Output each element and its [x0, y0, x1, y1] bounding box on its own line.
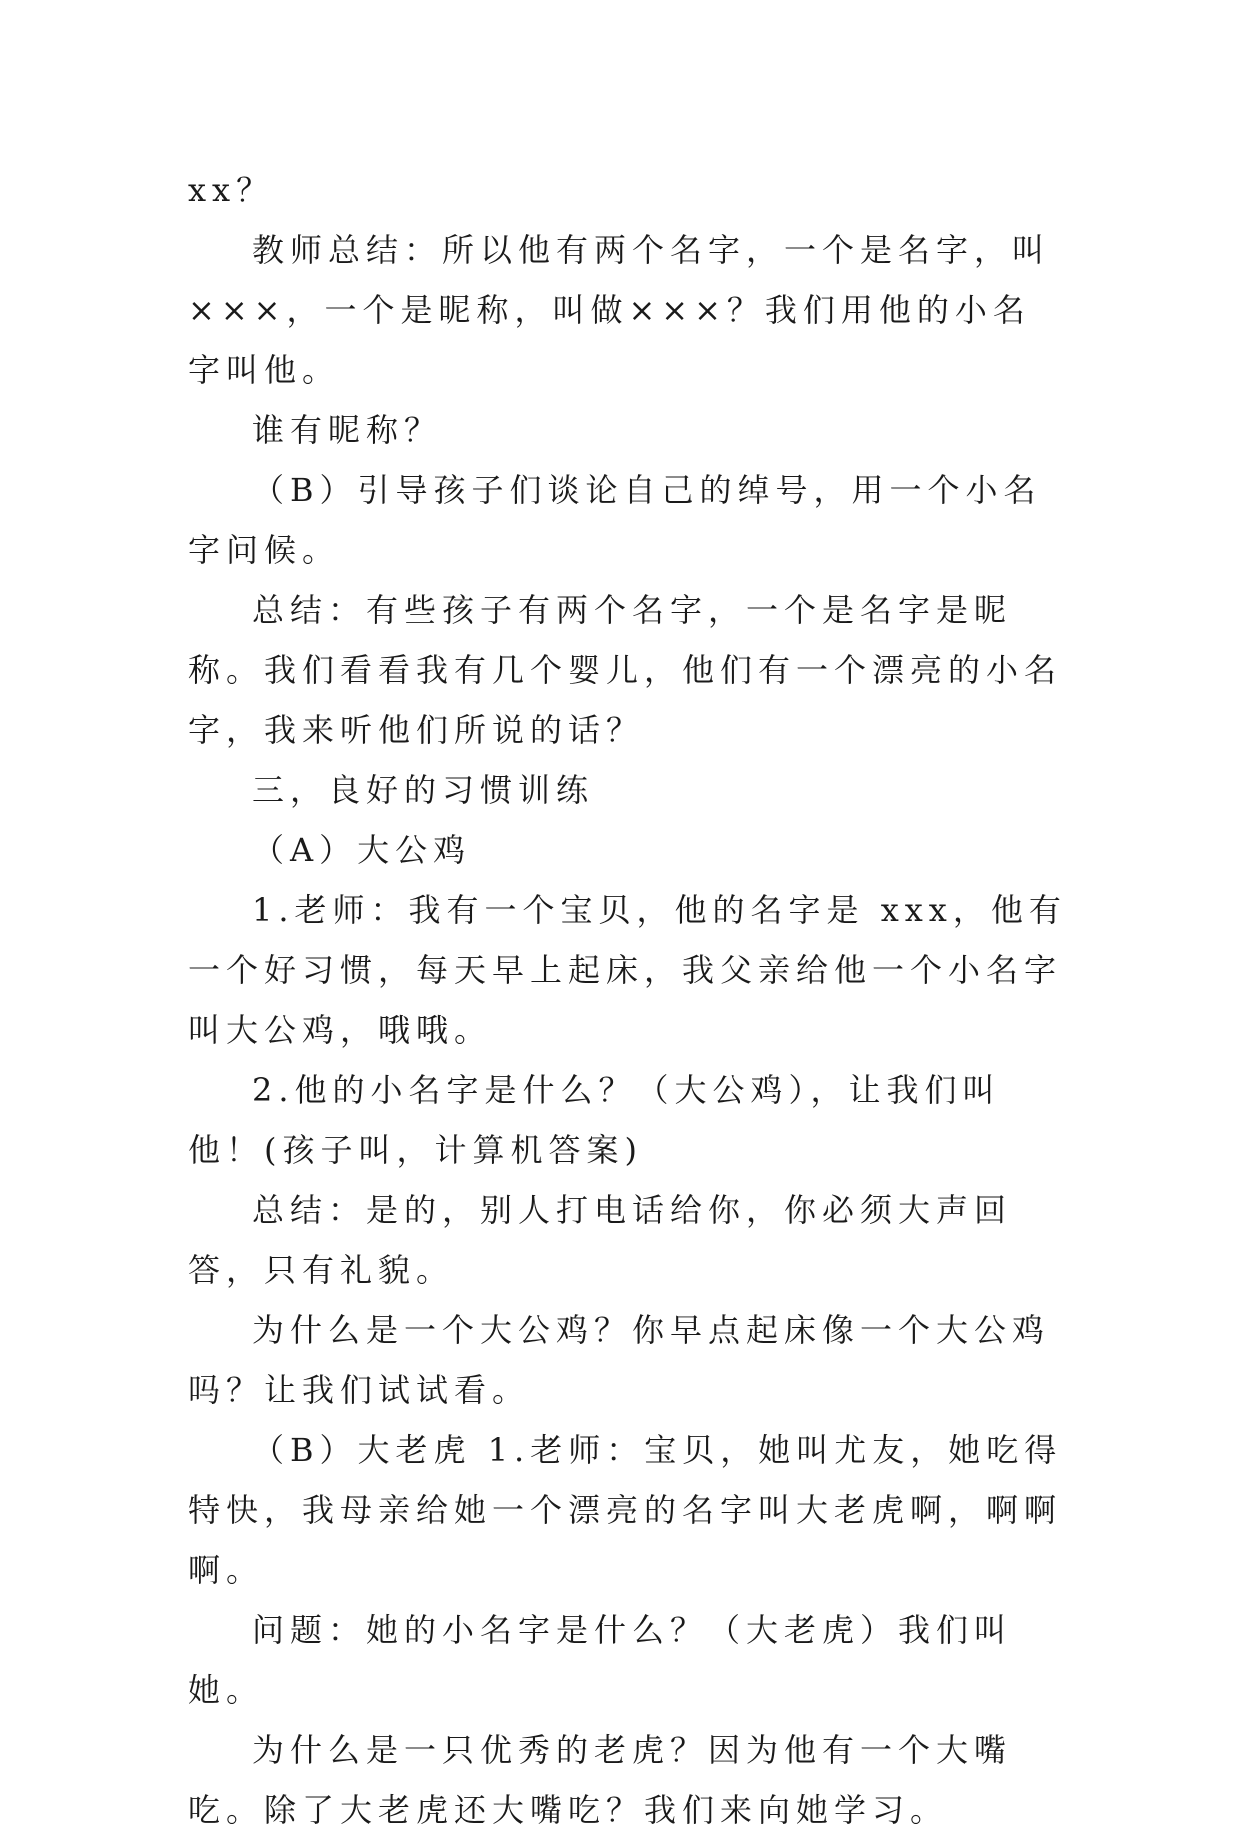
paragraph: 为什么是一个大公鸡？你早点起床像一个大公鸡吗？让我们试试看。	[188, 1311, 1051, 1409]
paragraph: 1.老师：我有一个宝贝，他的名字是 xxx，他有一个好习惯，每天早上起床，我父亲给他一个小名字叫大公鸡，哦哦。	[188, 891, 1067, 1049]
document-body	[188, 160, 1068, 1840]
paragraph: 总结：是的，别人打电话给你，你必须大声回答，只有礼貌。	[188, 1191, 1013, 1289]
paragraph: 教师总结：所以他有两个名字，一个是名字，叫×××，一个是昵称，叫做×××？我们用他的小名字叫他。	[188, 231, 1051, 389]
section-heading: 三，良好的习惯训练	[252, 771, 595, 809]
paragraph: 为什么是一只优秀的老虎？因为他有一个大嘴吃。除了大老虎还大嘴吃？我们来向她学习。	[188, 1731, 1013, 1829]
paragraph: xx？	[188, 171, 275, 209]
paragraph: （B）大老虎 1.老师：宝贝，她叫尤友，她吃得特快，我母亲给她一个漂亮的名字叫大老虎啊，啊啊啊。	[188, 1431, 1063, 1589]
paragraph: 2.他的小名字是什么？（大公鸡），让我们叫他！(孩子叫，计算机答案)	[188, 1071, 1001, 1169]
paragraph: 总结：有些孩子有两个名字，一个是名字是昵称。我们看看我有几个婴儿，他们有一个漂亮的小名字，我来听他们所说的话？	[188, 591, 1063, 749]
paragraph: （B）引导孩子们谈论自己的绰号，用一个小名字问候。	[188, 471, 1042, 569]
subsection-heading: （A）大公鸡	[252, 831, 472, 869]
paragraph: 谁有昵称？	[252, 411, 443, 449]
paragraph: 问题：她的小名字是什么？（大老虎）我们叫她。	[188, 1611, 1013, 1709]
